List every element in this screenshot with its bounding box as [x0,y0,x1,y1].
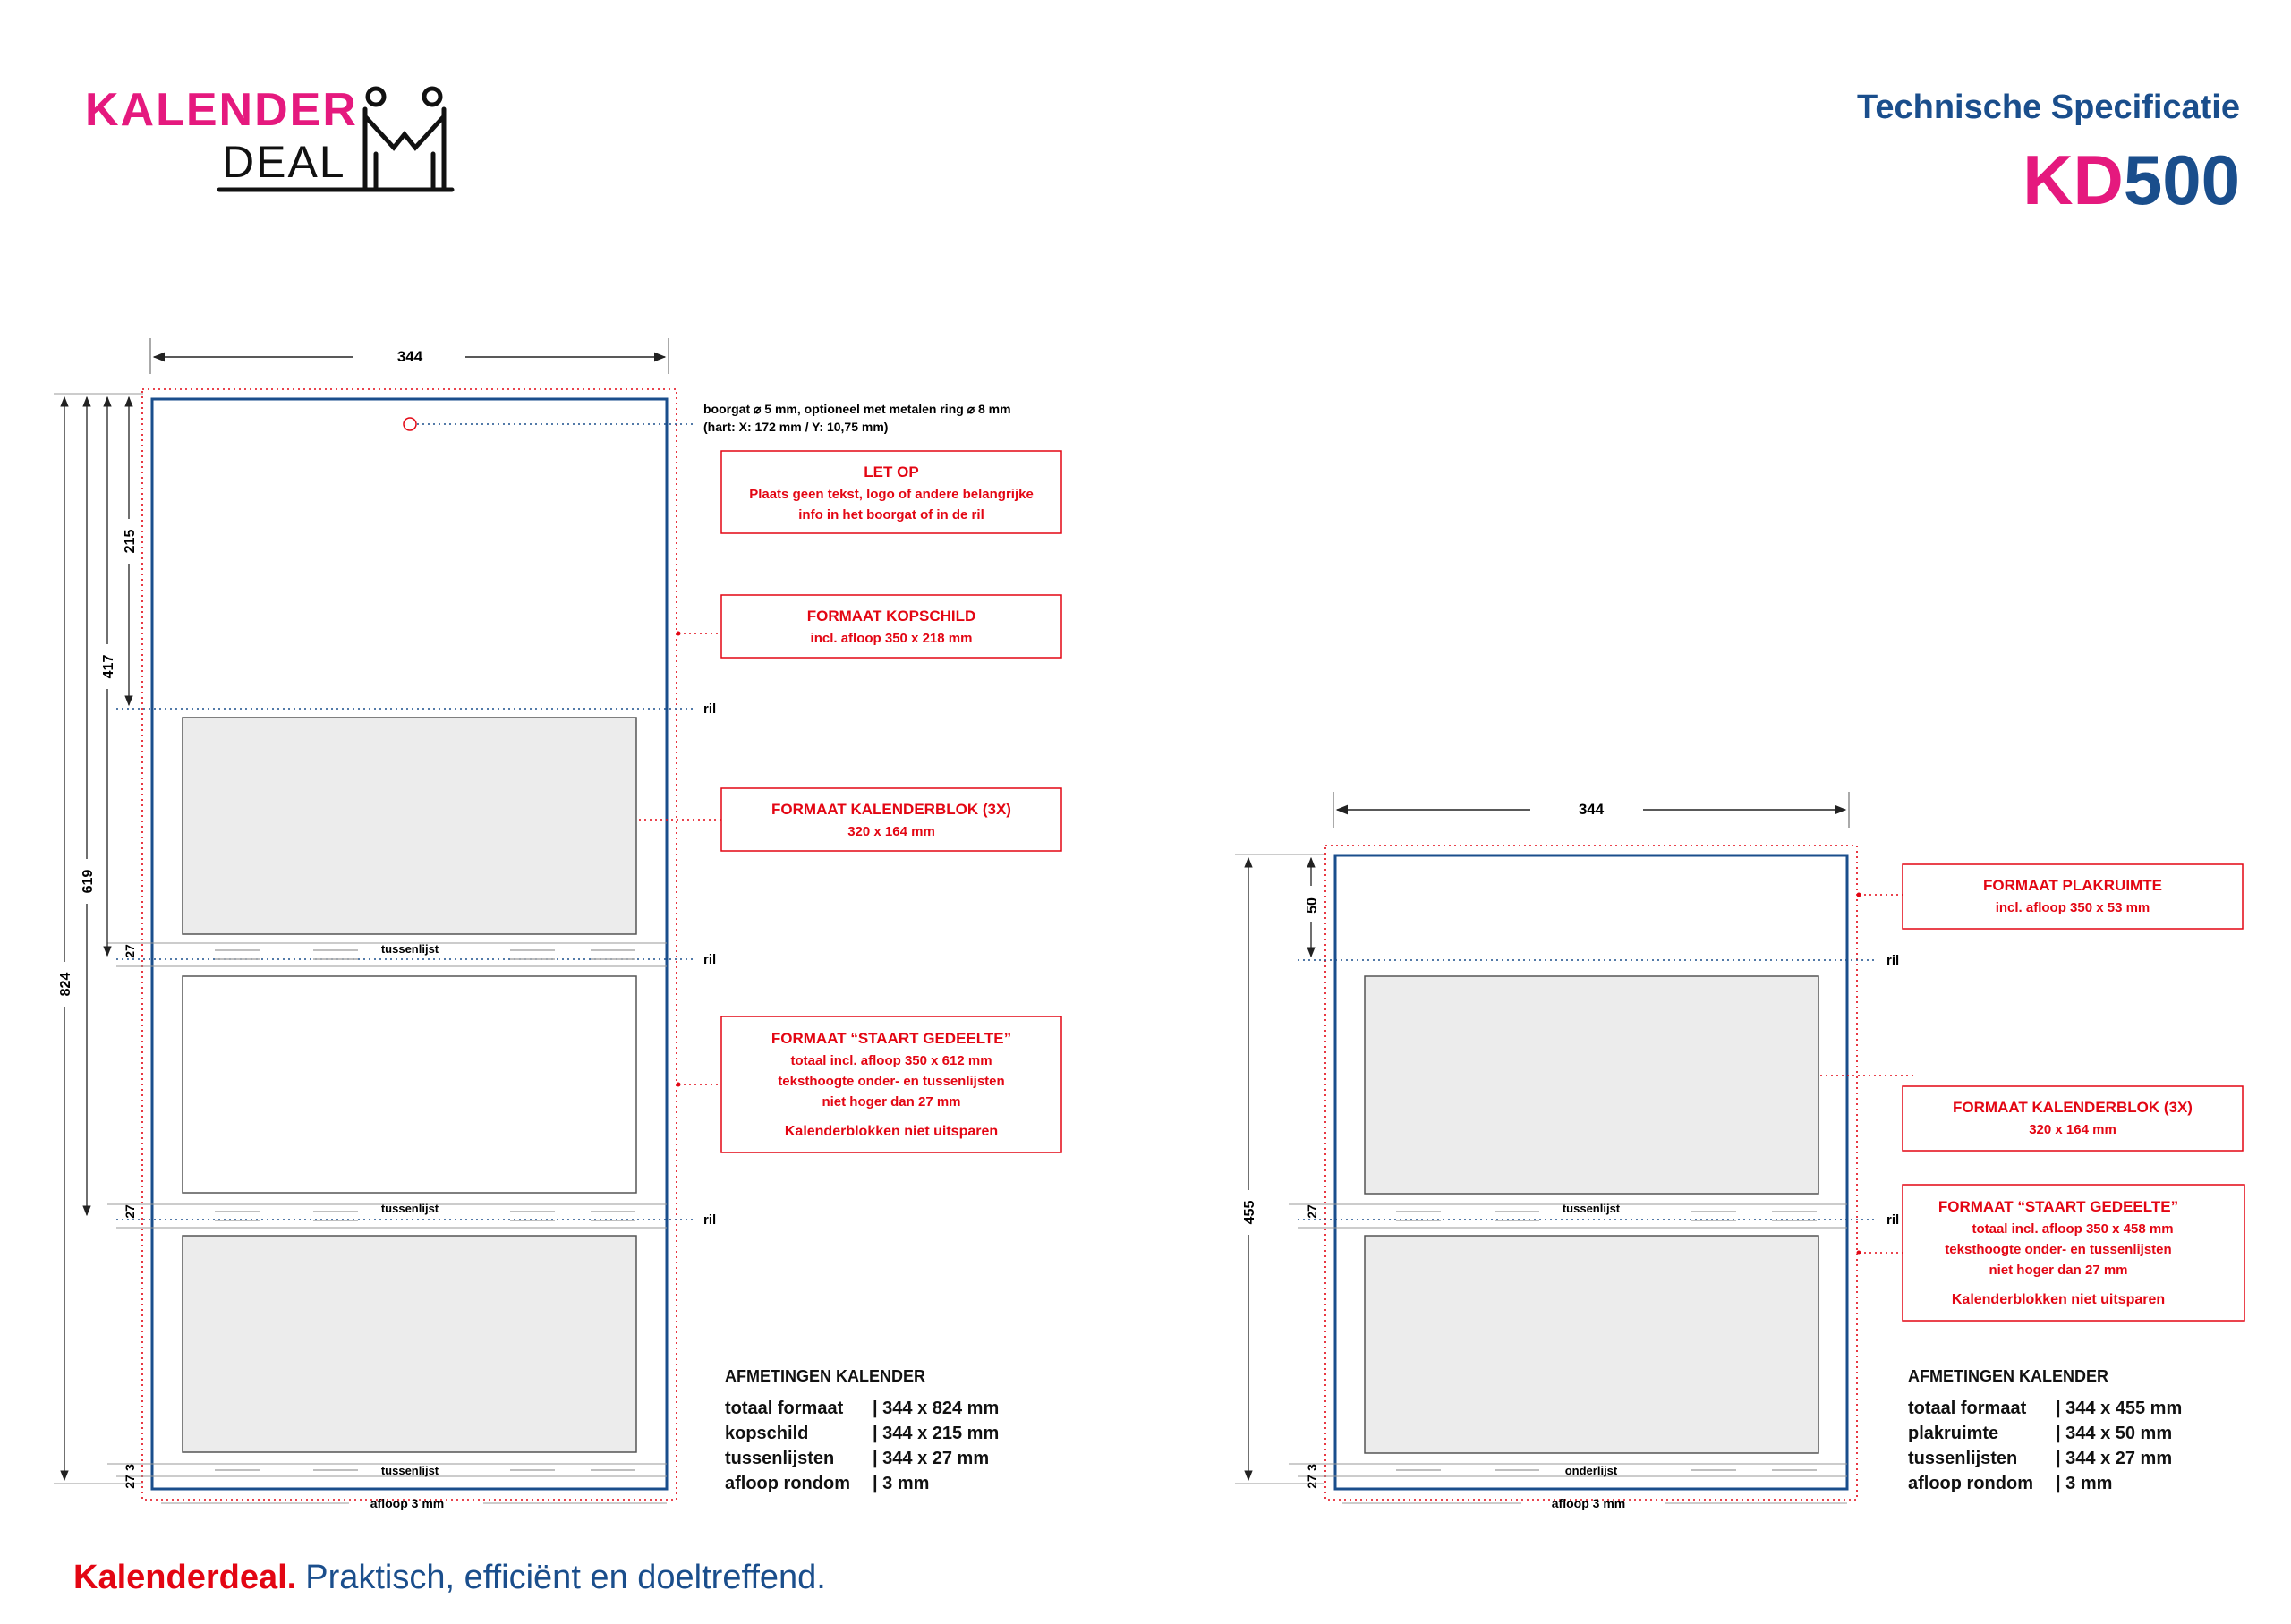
left-calendar-drawing [54,338,1061,1510]
left-calendar-block-1 [183,718,636,934]
left-staart-line3: niet hoger dan 27 mm [822,1094,961,1110]
left-spec-value: | 344 x 824 mm [873,1399,1000,1418]
left-drill-hole-icon [404,418,416,430]
left-ril-label-1: ril [703,701,717,717]
left-kalenderblok-title: FORMAAT KALENDERBLOK (3X) [771,801,1011,818]
left-spec-key: kopschild [725,1424,809,1443]
footer-brand: Kalenderdeal. [73,1559,297,1596]
left-dim-619: 619 [81,869,96,894]
left-dim-215: 215 [123,529,138,554]
model-number: 500 [2123,140,2240,219]
left-kalenderblok-box [721,788,1061,851]
right-dim-455: 455 [1242,1200,1257,1225]
right-kalenderblok-box [1903,1086,2243,1151]
brand-logo [85,84,452,190]
left-tussenlijst-1: tussenlijst [380,942,439,956]
left-dim-824: 824 [58,972,73,997]
model-code [2023,140,2240,219]
right-calendar-block-1 [1365,976,1818,1194]
left-tussenlijst-3: tussenlijst [380,1464,439,1477]
left-dim-417: 417 [101,654,116,679]
right-plakruimte-box [1903,864,2243,929]
left-let-op-line1: Plaats geen tekst, logo of andere belangrijke [749,487,1034,502]
right-dim-27-1: 27 [1305,1204,1319,1219]
document-title: Technische Specificatie [1856,89,2240,126]
right-kalenderblok-title: FORMAAT KALENDERBLOK (3X) [1953,1099,2193,1116]
right-spec-value: | 344 x 50 mm [2056,1424,2173,1443]
right-staart-line3: niet hoger dan 27 mm [1989,1263,2128,1278]
right-specs-heading: AFMETINGEN KALENDER [1908,1367,2108,1385]
left-calendar-block-3 [183,1236,636,1452]
footer-tagline: Praktisch, efficiënt en doeltreffend. [305,1559,826,1596]
right-dim-27-2: 27 [1305,1475,1319,1489]
right-kalenderblok-sub: 320 x 164 mm [2029,1122,2116,1137]
left-dim-27-3: 27 [123,1475,137,1489]
right-onderlijst: onderlijst [1564,1464,1618,1477]
left-dim-27-1: 27 [123,944,137,958]
right-spec-key: totaal formaat [1908,1399,2027,1418]
right-plakruimte-title: FORMAAT PLAKRUIMTE [1983,877,2162,894]
left-spec-key: afloop rondom [725,1474,850,1493]
left-staart-line2: teksthoogte onder- en tussenlijsten [778,1074,1005,1089]
logo-kalender-text: KALENDER [85,84,358,136]
left-afloop-label: afloop 3 mm [370,1496,445,1510]
right-specs-table [1908,1399,2182,1493]
right-spec-value: | 3 mm [2056,1474,2113,1493]
left-spec-key: totaal formaat [725,1399,844,1418]
footer-slogan [73,1559,826,1596]
right-ril-label-1: ril [1886,953,1900,968]
left-kalenderblok-sub: 320 x 164 mm [847,824,935,839]
right-spec-key: tussenlijsten [1908,1449,2018,1468]
left-tussenlijst-2: tussenlijst [380,1202,439,1215]
left-dim-27-2: 27 [123,1204,137,1219]
left-staart-title: FORMAAT “STAART GEDEELTE” [771,1030,1012,1047]
right-dim-50: 50 [1305,897,1320,914]
left-specs-heading: AFMETINGEN KALENDER [725,1367,925,1385]
right-calendar-drawing [1235,792,2244,1510]
right-calendar-block-2 [1365,1236,1818,1453]
left-width-label: 344 [396,348,423,365]
left-spec-value: | 344 x 215 mm [873,1424,1000,1443]
left-calendar-block-2 [183,976,636,1193]
left-boorgat-line1: boorgat ⌀ 5 mm, optioneel met metalen ring ⌀ 8 mm [703,402,1011,416]
left-kopschild-title: FORMAAT KOPSCHILD [806,608,976,625]
left-specs-table [725,1399,999,1493]
right-staart-line1: totaal incl. afloop 350 x 458 mm [1972,1221,2174,1237]
left-boorgat-line2: (hart: X: 172 mm / Y: 10,75 mm) [703,420,889,434]
left-let-op-title: LET OP [864,463,919,480]
right-spec-key: afloop rondom [1908,1474,2033,1493]
right-width-label: 344 [1578,801,1605,818]
left-dim-3: 3 [123,1464,137,1471]
right-afloop-label: afloop 3 mm [1551,1496,1626,1510]
left-spec-key: tussenlijsten [725,1449,835,1468]
right-plakruimte-sub: incl. afloop 350 x 53 mm [1995,900,2150,915]
right-staart-line4: Kalenderblokken niet uitsparen [1951,1292,2166,1307]
left-staart-line4: Kalenderblokken niet uitsparen [784,1124,999,1139]
left-kopschild-box [721,595,1061,658]
right-spec-value: | 344 x 455 mm [2056,1399,2183,1418]
left-spec-value: | 3 mm [873,1474,930,1493]
left-kopschild-sub: incl. afloop 350 x 218 mm [810,631,973,646]
right-spec-value: | 344 x 27 mm [2056,1449,2173,1468]
right-ril-label-2: ril [1886,1212,1900,1228]
left-ril-label-2: ril [703,952,717,967]
right-spec-key: plakruimte [1908,1424,1999,1443]
model-prefix: KD [2023,140,2124,219]
left-let-op-line2: info in het boorgat of in de ril [798,507,984,523]
right-staart-line2: teksthoogte onder- en tussenlijsten [1945,1242,2172,1257]
logo-deal-text: DEAL [222,137,346,187]
right-tussenlijst: tussenlijst [1562,1202,1621,1215]
left-ril-label-3: ril [703,1212,717,1228]
left-staart-line1: totaal incl. afloop 350 x 612 mm [790,1053,992,1068]
right-dim-3: 3 [1305,1464,1319,1471]
right-staart-title: FORMAAT “STAART GEDEELTE” [1938,1198,2179,1215]
left-spec-value: | 344 x 27 mm [873,1449,990,1468]
